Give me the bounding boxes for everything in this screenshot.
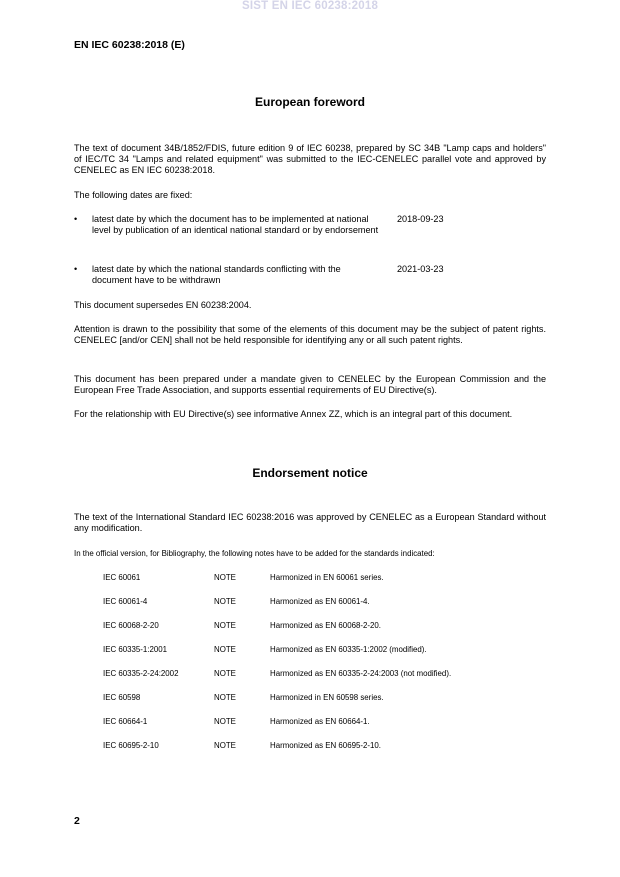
note-keyword: NOTE [214,741,236,750]
bibliography-note-row [103,741,543,753]
document-id: EN IEC 60238:2018 (E) [74,39,185,51]
bibliography-note-row [103,645,543,657]
note-standard: IEC 60068-2-20 [103,621,159,630]
bibliography-note-row [103,669,543,681]
patent-paragraph: Attention is drawn to the possibility that some of the elements of this document may be the subject of patent rights. CENELEC [and/or CEN] shall not be held responsible for identifying any or all such patent rights. [74,324,546,345]
note-standard: IEC 60695-2-10 [103,741,159,750]
note-text: Harmonized as EN 60335-2-24:2003 (not modified). [270,669,452,678]
note-standard: IEC 60061 [103,573,141,582]
note-text: Harmonized as EN 60068-2-20. [270,621,381,630]
note-keyword: NOTE [214,597,236,606]
note-keyword: NOTE [214,573,236,582]
note-standard: IEC 60598 [103,693,141,702]
date-item-value: 2021-03-23 [397,264,444,274]
bibliography-note-row [103,597,543,609]
bibliography-intro: In the official version, for Bibliography, the following notes have to be added for the standards indicated: [74,549,435,558]
foreword-intro-paragraph: The text of document 34B/1852/FDIS, future edition 9 of IEC 60238, prepared by SC 34B "Lamp caps and holders" of IEC/TC 34 "Lamps and related equipment" was submitted to the IEC-CENELEC parallel vote and approved by CENELEC as EN IEC 60238:2018. [74,143,546,175]
foreword-title: European foreword [254,95,365,109]
dates-intro: The following dates are fixed: [74,190,193,200]
bibliography-note-row [103,621,543,633]
note-keyword: NOTE [214,669,236,678]
watermark: SIST EN IEC 60238:2018 [241,0,379,12]
note-standard: IEC 60664-1 [103,717,148,726]
note-text: Harmonized as EN 60061-4. [270,597,370,606]
note-text: Harmonized as EN 60695-2-10. [270,741,381,750]
relationship-paragraph: For the relationship with EU Directive(s) see informative Annex ZZ, which is an integral part of this document. [74,409,513,419]
bibliography-note-row [103,717,543,729]
date-item-text: latest date by which the document has to be implemented at national level by publication of an identical national standard or by endorsement [92,214,379,235]
bibliography-note-row [103,693,543,705]
note-text: Harmonized as EN 60335-1:2002 (modified). [270,645,427,654]
note-text: Harmonized in EN 60061 series. [270,573,384,582]
note-keyword: NOTE [214,645,236,654]
note-text: Harmonized as EN 60664-1. [270,717,370,726]
endorsement-title: Endorsement notice [252,466,368,480]
date-item-withdrawal [74,264,546,288]
note-keyword: NOTE [214,693,236,702]
date-item-text: latest date by which the national standards conflicting with the document have to be withdrawn [92,264,341,285]
date-item-value: 2018-09-23 [397,214,444,224]
bullet-icon: • [74,264,78,274]
page-number: 2 [74,815,80,827]
note-text: Harmonized in EN 60598 series. [270,693,384,702]
note-standard: IEC 60335-2-24:2002 [103,669,179,678]
mandate-paragraph: This document has been prepared under a mandate given to CENELEC by the European Commission and the European Free Trade Association, and supports essential requirements of EU Directive(s). [74,374,546,395]
note-standard: IEC 60335-1:2001 [103,645,168,654]
endorsement-intro-paragraph: The text of the International Standard IEC 60238:2016 was approved by CENELEC as a European Standard without any modification. [74,512,546,533]
supersedes-paragraph: This document supersedes EN 60238:2004. [74,300,252,310]
note-keyword: NOTE [214,621,236,630]
bullet-icon: • [74,214,78,224]
bibliography-note-row [103,573,543,585]
date-item-implementation [74,214,546,250]
note-keyword: NOTE [214,717,236,726]
note-standard: IEC 60061-4 [103,597,148,606]
